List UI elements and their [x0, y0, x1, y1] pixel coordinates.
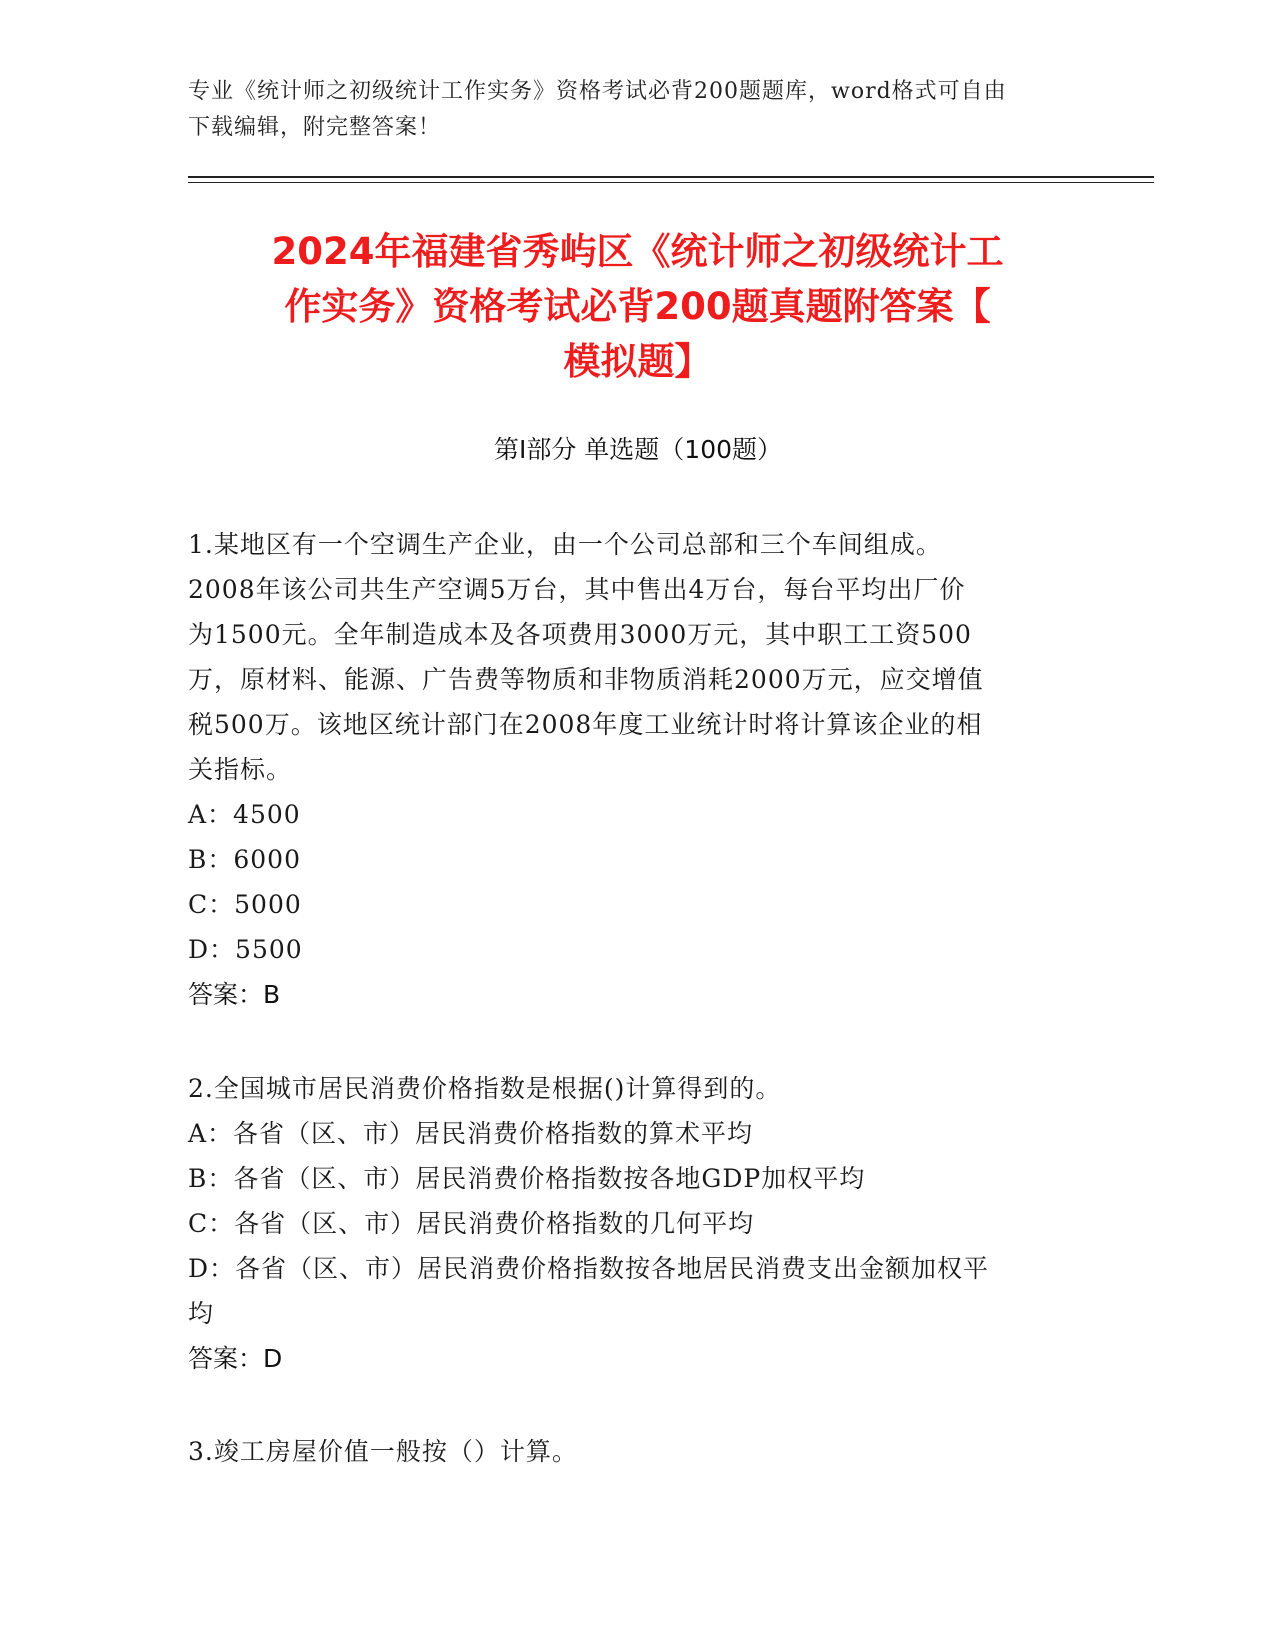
answer: 答案：D: [188, 1344, 283, 1373]
question-stem: [188, 522, 1093, 792]
stem-line: 为1500元。全年制造成本及各项费用3000万元，其中职工工资500: [188, 620, 972, 649]
option-c: C：5000: [188, 890, 302, 919]
option-d: D：5500: [188, 935, 303, 964]
option-a: A：4500: [188, 800, 301, 829]
option-b: B：各省（区、市）居民消费价格指数按各地GDP加权平均: [188, 1164, 866, 1193]
stem-line: 万，原材料、能源、广告费等物质和非物质消耗2000万元，应交增值: [188, 665, 984, 694]
title-line: 2024年福建省秀屿区《统计师之初级统计工: [271, 230, 1004, 273]
question-1: [188, 522, 1093, 1017]
stem-line: 关指标。: [188, 755, 293, 784]
answer: 答案：B: [188, 980, 281, 1009]
question-stem: [188, 1429, 1093, 1474]
title-line: 作实务》资格考试必背200题真题附答案【: [284, 285, 991, 328]
stem-line: 税500万。该地区统计部门在2008年度工业统计时将计算该企业的相: [188, 710, 983, 739]
header-note: [188, 74, 1088, 146]
stem-line: 2.全国城市居民消费价格指数是根据()计算得到的。: [188, 1074, 782, 1103]
question-3: [188, 1429, 1093, 1474]
option-d: D：各省（区、市）居民消费价格指数按各地居民消费支出金额加权平: [188, 1254, 990, 1283]
title-line: 模拟题】: [563, 340, 712, 383]
section-heading: 第I部分 单选题（100题）: [493, 435, 783, 464]
header-note-line: 专业《统计师之初级统计工作实务》资格考试必背200题题库，word格式可自由: [188, 79, 1007, 104]
stem-line: 1.某地区有一个空调生产企业，由一个公司总部和三个车间组成。: [188, 530, 942, 559]
document-title: [180, 224, 1095, 389]
option-b: B：6000: [188, 845, 301, 874]
header-divider-thin: [188, 182, 1154, 183]
option-c: C：各省（区、市）居民消费价格指数的几何平均: [188, 1209, 755, 1238]
stem-line: 2008年该公司共生产空调5万台，其中售出4万台，每台平均出厂价: [188, 575, 966, 604]
question-2: [188, 1066, 1093, 1381]
header-note-line: 下载编辑，附完整答案！: [188, 115, 442, 140]
question-stem: [188, 1066, 1093, 1111]
option-a: A：各省（区、市）居民消费价格指数的算术平均: [188, 1119, 754, 1148]
option-d-continued: 均: [188, 1299, 215, 1328]
stem-line: 3.竣工房屋价值一般按（）计算。: [188, 1437, 578, 1466]
header-divider-thick: [188, 176, 1154, 178]
